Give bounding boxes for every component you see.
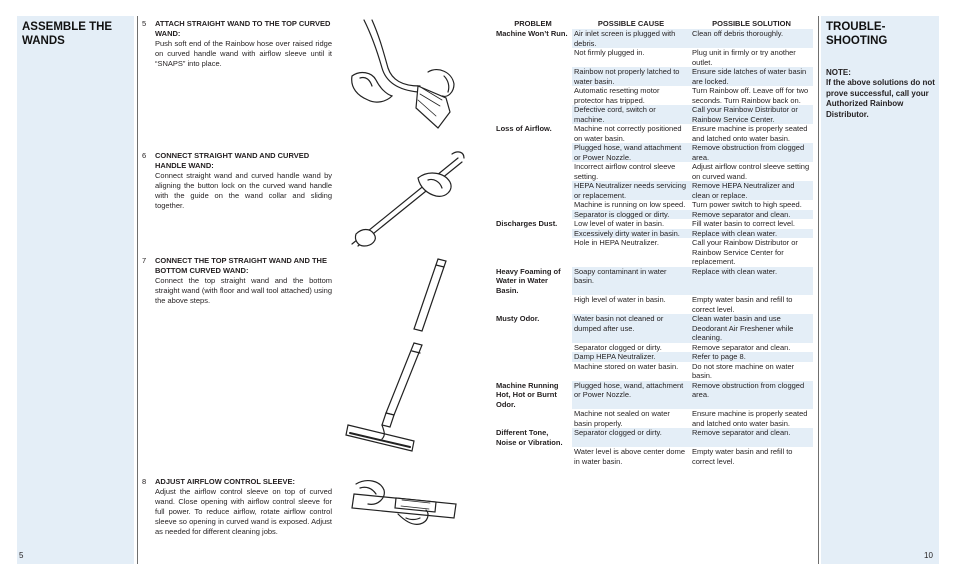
cause-cell: Defective cord, switch or machine. (572, 105, 690, 124)
page-number-left: 5 (19, 551, 24, 560)
solution-cell: Adjust airflow control sleeve setting on curved wand. (692, 162, 810, 181)
step-6 (142, 151, 332, 211)
cause-cell: Separator is clogged or dirty. (572, 210, 690, 220)
solution-cell: Ensure side latches of water basin are locked. (690, 67, 813, 86)
step-number: 7 (142, 256, 147, 265)
cause-cell: HEPA Neutralizer needs servicing or replacement. (572, 181, 690, 200)
problem-cell (494, 229, 572, 239)
table-row (494, 143, 813, 162)
header-problem: PROBLEM (514, 18, 552, 28)
problem-cell: Machine Running Hot, Hot or Burnt Odor. (496, 380, 559, 409)
problem-cell (494, 181, 572, 200)
step-8 (142, 477, 332, 537)
problem-cell (494, 67, 572, 86)
table-row (494, 428, 813, 447)
right-sidebar (821, 16, 939, 564)
problem-cell (494, 86, 572, 105)
solution-cell: Remove separator and clean. (692, 342, 791, 352)
header-cause: POSSIBLE CAUSE (597, 18, 665, 28)
cause-cell: Water level is above center dome in water basin. (574, 447, 686, 466)
solution-cell: Clean water basin and use Deodorant Air Freshener while cleaning. (690, 314, 813, 343)
table-header-row (494, 18, 813, 29)
cause-cell: Machine is running on low speed. (574, 200, 686, 209)
cause-cell: Excessively dirty water in basin. (572, 229, 690, 239)
solution-cell: Turn Rainbow off. Leave off for two seconds. Turn Rainbow back on. (692, 86, 809, 105)
problem-cell (494, 105, 572, 124)
cause-cell: Rainbow not properly latched to water basin. (572, 67, 690, 86)
cause-cell: Separator clogged or dirty. (572, 428, 690, 447)
wand-connect-illustration (348, 148, 468, 248)
cause-cell: High level of water in basin. (574, 295, 666, 304)
problem-cell: Different Tone, Noise or Vibration. (496, 428, 563, 447)
problem-cell (494, 210, 572, 220)
cause-cell: Separator clogged or dirty. (574, 342, 662, 352)
problem-cell: Discharges Dust. (496, 219, 558, 228)
solution-cell: Ensure machine is properly seated and latched onto water basin. (692, 409, 808, 428)
table-body (494, 29, 813, 466)
solution-cell: Empty water basin and refill to correct level. (692, 447, 793, 466)
problem-cell: Loss of Airflow. (496, 124, 552, 133)
problem-cell (494, 447, 572, 466)
full-wand-illustration (342, 255, 467, 455)
solution-cell: Plug unit in firmly or try another outlet. (692, 48, 796, 67)
step-title: ATTACH STRAIGHT WAND TO THE TOP CURVED WAND: (155, 19, 331, 38)
cause-cell: Plugged hose, wand attachment or Power Nozzle. (572, 143, 690, 162)
left-sidebar (17, 16, 134, 564)
problem-cell (494, 238, 572, 267)
page-number-right: 10 (924, 551, 933, 560)
cause-cell: Air inlet screen is plugged with debris. (572, 29, 690, 48)
header-solution: POSSIBLE SOLUTION (712, 18, 791, 28)
problem-cell (494, 343, 572, 353)
step-title: CONNECT STRAIGHT WAND AND CURVED HANDLE WAND: (155, 151, 310, 170)
step-body: Push soft end of the Rainbow hose over raised ridge on curved handle wand with airflow sleeve until it “SNAPS” into place. (155, 39, 332, 68)
troubleshooting-table (494, 18, 813, 466)
problem-cell (494, 409, 572, 428)
airflow-sleeve-illustration (346, 474, 466, 534)
cause-cell: Water basin not cleaned or dumped after use. (572, 314, 690, 343)
table-row (494, 409, 813, 428)
table-row (494, 238, 813, 267)
cause-cell: Machine not correctly positioned on water basin. (574, 124, 682, 143)
problem-cell: Machine Won’t Run. (496, 29, 568, 38)
problem-cell: Musty Odor. (496, 314, 540, 323)
solution-cell: Replace with clean water. (690, 267, 813, 296)
table-row (494, 105, 813, 124)
left-divider (137, 16, 138, 564)
solution-cell: Call your Rainbow Distributor or Rainbow Service Center for replacement. (692, 238, 798, 266)
solution-cell: Remove obstruction from clogged area. (690, 143, 813, 162)
table-row (494, 200, 813, 210)
section-title-right: TROUBLE-SHOOTING (826, 21, 888, 47)
problem-cell (494, 295, 572, 314)
step-number: 5 (142, 19, 147, 28)
step-body: Connect straight wand and curved handle wand by aligning the button lock on the curved wand handle with the guide on the wand collar and sliding together. (155, 171, 332, 210)
solution-cell: Empty water basin and refill to correct level. (692, 295, 793, 314)
table-row (494, 362, 813, 381)
step-number: 6 (142, 151, 147, 160)
cause-cell: Automatic resetting motor protector has tripped. (574, 86, 660, 105)
step-title: CONNECT THE TOP STRAIGHT WAND AND THE BOTTOM CURVED WAND: (155, 256, 327, 275)
solution-cell: Remove separator and clean. (690, 210, 813, 220)
table-row (494, 181, 813, 200)
cause-cell: Low level of water in basin. (574, 219, 665, 228)
table-row (494, 447, 813, 466)
step-body: Connect the top straight wand and the bottom straight wand (with floor and wall tool attached) using the above steps. (155, 276, 332, 305)
note-text: If the above solutions do not prove successful, call your Authorized Rainbow Distributor. (826, 78, 935, 119)
table-row (494, 162, 813, 181)
solution-cell: Turn power switch to high speed. (692, 200, 802, 209)
step-title: ADJUST AIRFLOW CONTROL SLEEVE: (155, 477, 296, 486)
problem-cell: Heavy Foaming of Water in Water Basin. (496, 266, 561, 295)
table-row (494, 48, 813, 67)
solution-cell: Remove obstruction from clogged area. (690, 381, 813, 410)
table-row (494, 229, 813, 239)
solution-cell: Do not store machine on water basin. (692, 361, 795, 380)
solution-cell: Fill water basin to correct level. (692, 219, 795, 228)
cause-cell: Not firmly plugged in. (574, 48, 645, 57)
problem-cell (494, 200, 572, 210)
cause-cell: Soapy contaminant in water basin. (572, 267, 690, 296)
cause-cell: Incorrect airflow control sleeve setting. (574, 162, 676, 181)
step-number: 8 (142, 477, 147, 486)
step-7 (142, 256, 332, 306)
cause-cell: Machine not sealed on water basin properly. (574, 409, 670, 428)
note-label: NOTE: (826, 68, 851, 77)
cause-cell: Hole in HEPA Neutralizer. (574, 238, 659, 247)
problem-cell (494, 352, 572, 362)
table-row (494, 381, 813, 410)
table-row (494, 343, 813, 353)
solution-cell: Remove separator and clean. (690, 428, 813, 447)
cause-cell: Machine stored on water basin. (574, 361, 679, 371)
table-row (494, 267, 813, 296)
problem-cell (494, 143, 572, 162)
solution-cell: Call your Rainbow Distributor or Rainbow Service Center. (690, 105, 813, 124)
section-title: ASSEMBLE THE WANDS (22, 21, 113, 47)
table-row (494, 219, 813, 229)
solution-cell: Replace with clean water. (690, 229, 813, 239)
problem-cell (494, 362, 572, 381)
solution-cell: Ensure machine is properly seated and latched onto water basin. (692, 124, 808, 143)
table-row (494, 124, 813, 143)
step-5 (142, 19, 332, 69)
table-row (494, 86, 813, 105)
hose-attach-illustration (342, 16, 467, 134)
cause-cell: Damp HEPA Neutralizer. (572, 352, 690, 362)
solution-cell: Refer to page 8. (690, 352, 813, 362)
table-row (494, 29, 813, 48)
solution-cell: Clean off debris thoroughly. (690, 29, 813, 48)
right-divider (818, 16, 819, 564)
step-body: Adjust the airflow control sleeve on top of curved wand. Close opening with airflow control sleeve for full power. To reduce airflow, rotate airflow control sleeve so opening in curved wand is exposed. Adjust as needed for different cleaning jobs. (155, 487, 332, 536)
table-row (494, 67, 813, 86)
solution-cell: Remove HEPA Neutralizer and clean or replace. (690, 181, 813, 200)
problem-cell (494, 48, 572, 67)
table-row (494, 352, 813, 362)
table-row (494, 210, 813, 220)
table-row (494, 314, 813, 343)
table-row (494, 295, 813, 314)
cause-cell: Plugged hose, wand, attachment or Power Nozzle. (572, 381, 690, 410)
problem-cell (494, 162, 572, 181)
